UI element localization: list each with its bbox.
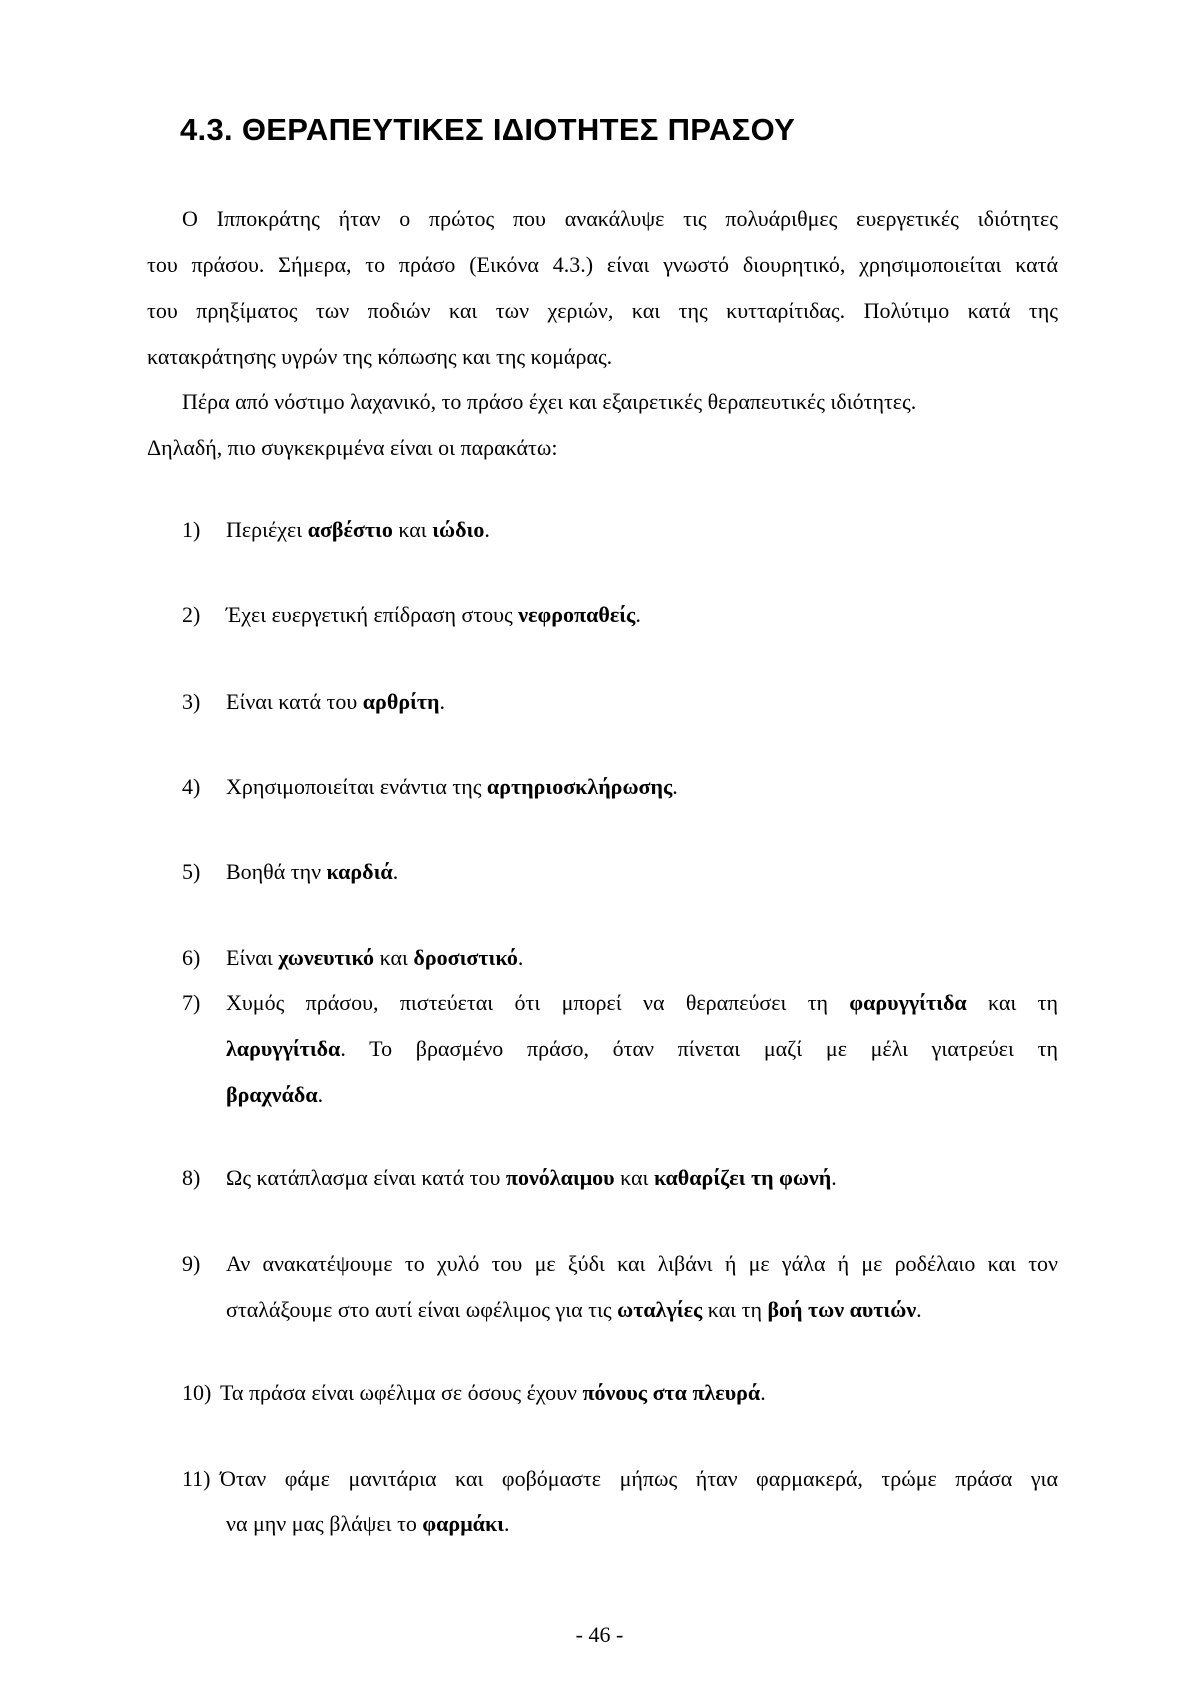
list-item-number: 7) — [182, 990, 201, 1015]
list-item: Είναι κατά του αρθρίτη. — [226, 689, 446, 714]
list-item-line-1: Αν ανακατέψουμε το χυλό του με ξύδι και λιβάνι ή με γάλα ή με ροδέλαιο και τον — [226, 1251, 1058, 1276]
paragraph-1-line-1: Ο Ιπποκράτης ήταν ο πρώτος που ανακάλυψε τις πολυάριθμες ευεργετικές ιδιότητες — [182, 206, 1058, 231]
list-item-number: 9) — [182, 1251, 201, 1276]
list-item-number: 6) — [182, 945, 201, 970]
list-item-line-2: σταλάξουμε στο αυτί είναι ωφέλιμος για τις ωταλγίες και τη βοή των αυτιών. — [226, 1297, 922, 1322]
list-item-number: 4) — [182, 774, 201, 799]
paragraph-1-line-3: του πρηξίματος των ποδιών και των χεριών, και της κυτταρίτιδας. Πολύτιμο κατά της — [147, 298, 1058, 323]
list-item: Είναι χωνευτικό και δροσιστικό. — [226, 945, 524, 970]
list-item: Ως κατάπλασμα είναι κατά του πονόλαιμου και καθαρίζει τη φωνή. — [226, 1165, 837, 1190]
list-item-line-2: να μην μας βλάψει το φαρμάκι. — [226, 1511, 510, 1536]
list-item-line-1: Όταν φάμε μανιτάρια και φοβόμαστε μήπως ήταν φαρμακερά, τρώμε πράσα για — [220, 1466, 1058, 1491]
list-item-line-2: λαρυγγίτιδα. Το βρασμένο πράσο, όταν πίνεται μαζί με μέλι γιατρεύει τη — [226, 1036, 1058, 1061]
list-item: Βοηθά την καρδιά. — [226, 859, 399, 884]
list-item: Έχει ευεργετική επίδραση στους νεφροπαθείς. — [226, 602, 641, 627]
list-item-line-1: Χυμός πράσου, πιστεύεται ότι μπορεί να θεραπεύσει τη φαρυγγίτιδα και τη — [226, 990, 1058, 1015]
list-item-number: 1) — [182, 517, 201, 542]
list-item-line-3: βραχνάδα. — [226, 1082, 324, 1107]
paragraph-2-line-2: Δηλαδή, πιο συγκεκριμένα είναι οι παρακάτω: — [147, 435, 558, 460]
list-item-number: 8) — [182, 1165, 201, 1190]
paragraph-1-line-4: κατακράτησης υγρών της κόπωσης και της κομάρας. — [147, 344, 613, 369]
list-item-number: 10) — [182, 1380, 212, 1405]
page-number: - 46 - — [575, 1622, 624, 1647]
list-item: Τα πράσα είναι ωφέλιμα σε όσους έχουν πόνους στα πλευρά. — [220, 1380, 766, 1405]
list-item: Χρησιμοποιείται ενάντια της αρτηριοσκλήρωσης. — [226, 774, 678, 799]
paragraph-1-line-2: του πράσου. Σήμερα, το πράσο (Εικόνα 4.3.) είναι γνωστό διουρητικό, χρησιμοποιείται κατά — [147, 252, 1058, 277]
paragraph-2-line-1: Πέρα από νόστιμο λαχανικό, το πράσο έχει και εξαιρετικές θεραπευτικές ιδιότητες. — [182, 389, 917, 414]
list-item-number: 11) — [182, 1466, 211, 1491]
list-item-number: 3) — [182, 689, 201, 714]
list-item-number: 5) — [182, 859, 201, 884]
list-item-number: 2) — [182, 602, 201, 627]
section-heading: 4.3. ΘΕΡΑΠΕΥΤΙΚΕΣ ΙΔΙΟΤΗΤΕΣ ΠΡΑΣΟΥ — [180, 112, 796, 147]
list-item: Περιέχει ασβέστιο και ιώδιο. — [226, 517, 490, 542]
